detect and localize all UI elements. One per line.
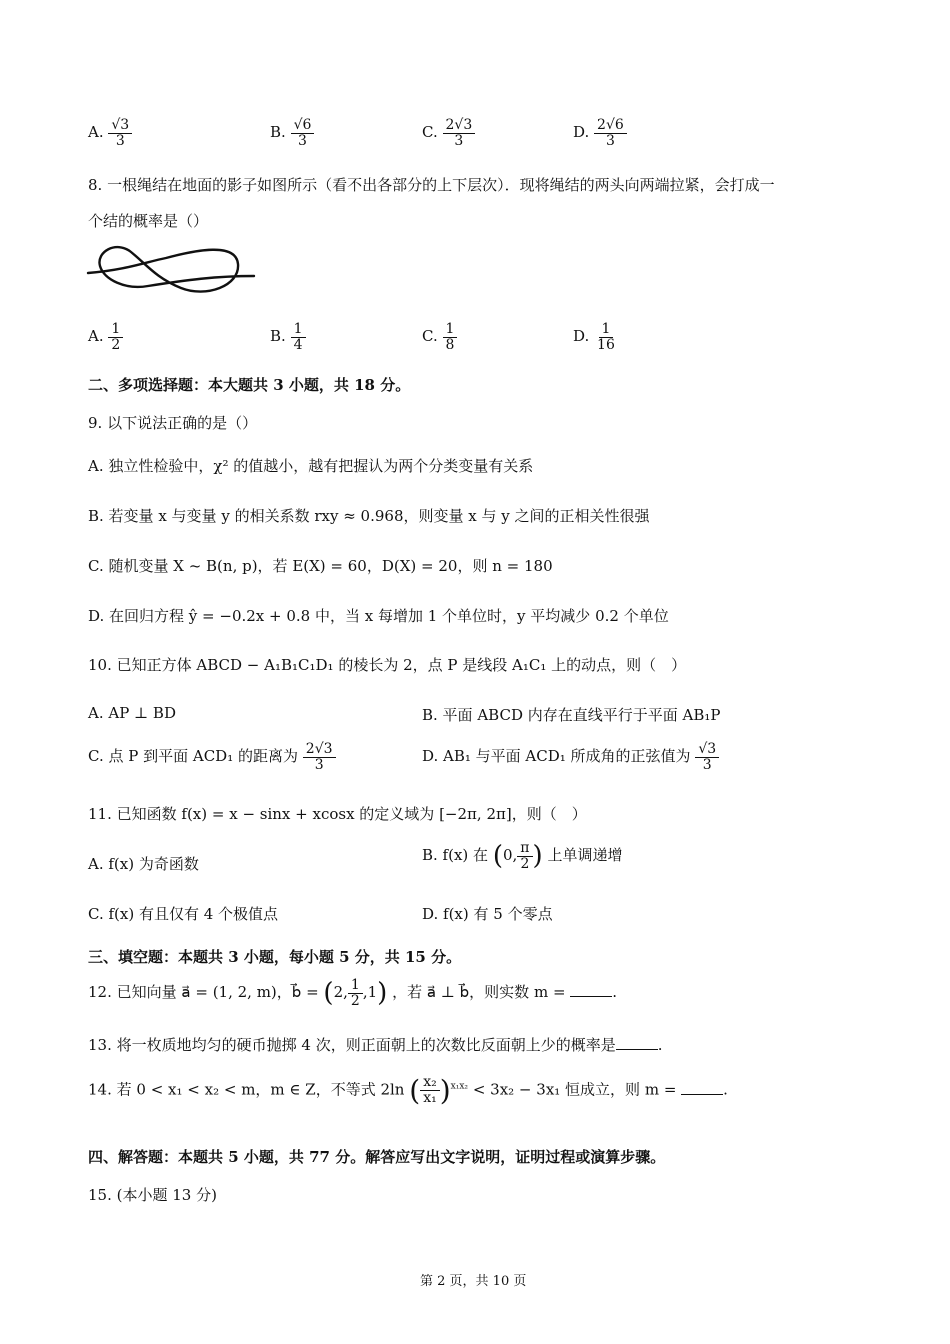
q10-option-b: B. 平面 ABCD 内存在直线平行于平面 AB₁P [422, 706, 721, 724]
q9-option-a: A. 独立性检验中，χ² 的值越小，越有把握认为两个分类变量有关系 [88, 457, 534, 475]
fraction: $\frac{1}{2}$ [348, 978, 363, 1008]
q9-option-c: C. 随机变量 X ~ B(n, p)，若 E(X) = 60，D(X) = 20，则 n = 180 [88, 557, 553, 575]
answer-blank[interactable] [616, 1049, 658, 1050]
q7-option-c [422, 118, 475, 148]
fraction: $\frac{1}{16}$ [597, 321, 615, 353]
answer-blank[interactable] [681, 1094, 723, 1095]
paren: ) [439, 1074, 451, 1107]
q14: 14. 若 0 < x₁ < x₂ < m，m ∈ Z，不等式 2ln ( $\frac{\text{x₂}}{\text{x₁}}$ )$^{x_1x_2}$ < 3x₂ − 3x₁ 恒成立，则 m = . [88, 1074, 728, 1107]
paren: ( [409, 1074, 421, 1107]
q8-stem-line2: 个结的概率是（） [88, 212, 209, 230]
paren: ) [377, 978, 388, 1009]
fraction: $\frac{√3}{3}$ [695, 742, 719, 772]
q10-option-c: C. 点 P 到平面 ACD₁ 的距离为 $\frac{2√3}{3}$ [88, 742, 336, 772]
q8-option-d [573, 322, 618, 352]
q9-option-b: B. 若变量 x 与变量 y 的相关系数 rxy ≈ 0.968，则变量 x 与 y 之间的正相关性很强 [88, 507, 650, 525]
option-label: A. [88, 123, 104, 142]
q11-option-a: A. f(x) 为奇函数 [88, 855, 199, 873]
knot-figure [86, 236, 258, 310]
exponent: x₁x₂ [450, 1081, 469, 1092]
q9-option-d: D. 在回归方程 ŷ = −0.2x + 0.8 中，当 x 每增加 1 个单位时，y 平均减少 0.2 个单位 [88, 607, 669, 625]
q7-option-b [270, 118, 314, 148]
option-label: D. [573, 327, 590, 346]
q10-stem: 10. 已知正方体 ABCD − A₁B₁C₁D₁ 的棱长为 2，点 P 是线段 A₁C₁ 上的动点，则（ ） [88, 656, 687, 674]
option-label: D. [573, 123, 590, 142]
q11-option-c: C. f(x) 有且仅有 4 个极值点 [88, 905, 279, 923]
q11-stem: 11. 已知函数 f(x) = x − sinx + xcosx 的定义域为 [−2π, 2π]，则（ ） [88, 805, 587, 823]
paren: ( [323, 978, 334, 1009]
section-heading-solutions: 四、解答题：本题共 5 小题，共 77 分。解答应写出文字说明，证明过程或演算步骤。 [88, 1148, 666, 1166]
fraction: $\frac{2√6}{3}$ [594, 118, 627, 148]
q7-option-d [573, 118, 627, 148]
option-label: C. [422, 123, 438, 142]
fraction: $\frac{2√3}{3}$ [443, 118, 476, 148]
fraction: $\frac{1}{2}$ [108, 322, 123, 352]
section-heading-fill-in: 三、填空题：本题共 3 小题，每小题 5 分，共 15 分。 [88, 948, 462, 966]
fraction: $\frac{√6}{3}$ [291, 118, 315, 148]
fraction: $\frac{2√3}{3}$ [303, 742, 336, 772]
q10-option-d: D. AB₁ 与平面 ACD₁ 所成角的正弦值为 $\frac{√3}{3}$ [422, 742, 719, 772]
q8-option-a [88, 322, 123, 352]
paren: ( [492, 841, 503, 872]
page-footer: 第 2 页，共 10 页 [420, 1274, 527, 1289]
fraction: $\frac{√3}{3}$ [108, 118, 132, 148]
fraction: $\frac{1}{8}$ [443, 322, 458, 352]
option-label: C. [422, 327, 438, 346]
option-label: B. [270, 123, 286, 142]
q8-option-b [270, 322, 306, 352]
q12: 12. 已知向量 a⃗ = (1, 2, m)，b⃗ = (2, $\frac{1}{2}$ ,1) ，若 a⃗ ⊥ b⃗，则实数 m = . [88, 977, 618, 1009]
fraction: $\frac{\pi}{2}$ [517, 841, 532, 871]
q13: 13. 将一枚质地均匀的硬币抛掷 4 次，则正面朝上的次数比反面朝上少的概率是 . [88, 1036, 663, 1054]
section-heading-multiple-choice: 二、多项选择题：本大题共 3 小题，共 18 分。 [88, 376, 411, 394]
q10-option-a: A. AP ⊥ BD [88, 704, 176, 722]
q8-option-c [422, 322, 457, 352]
fraction: $\frac{\text{x₂}}{\text{x₁}}$ [420, 1075, 440, 1105]
option-label: A. [88, 327, 104, 346]
paren: ) [532, 841, 543, 872]
q11-option-d: D. f(x) 有 5 个零点 [422, 905, 553, 923]
fraction: $\frac{1}{4}$ [291, 322, 306, 352]
q11-option-b: B. f(x) 在 (0, $\frac{\pi}{2}$ ) 上单调递增 [422, 840, 623, 872]
q9-stem: 9. 以下说法正确的是（） [88, 414, 258, 432]
answer-blank[interactable] [570, 996, 612, 997]
q15-heading: 15. (本小题 13 分) [88, 1186, 217, 1204]
q8-stem-line1: 8. 一根绳结在地面的影子如图所示（看不出各部分的上下层次）．现将绳结的两头向两端拉紧，会打成一 [88, 176, 775, 194]
q7-option-a [88, 118, 132, 148]
option-label: B. [270, 327, 286, 346]
